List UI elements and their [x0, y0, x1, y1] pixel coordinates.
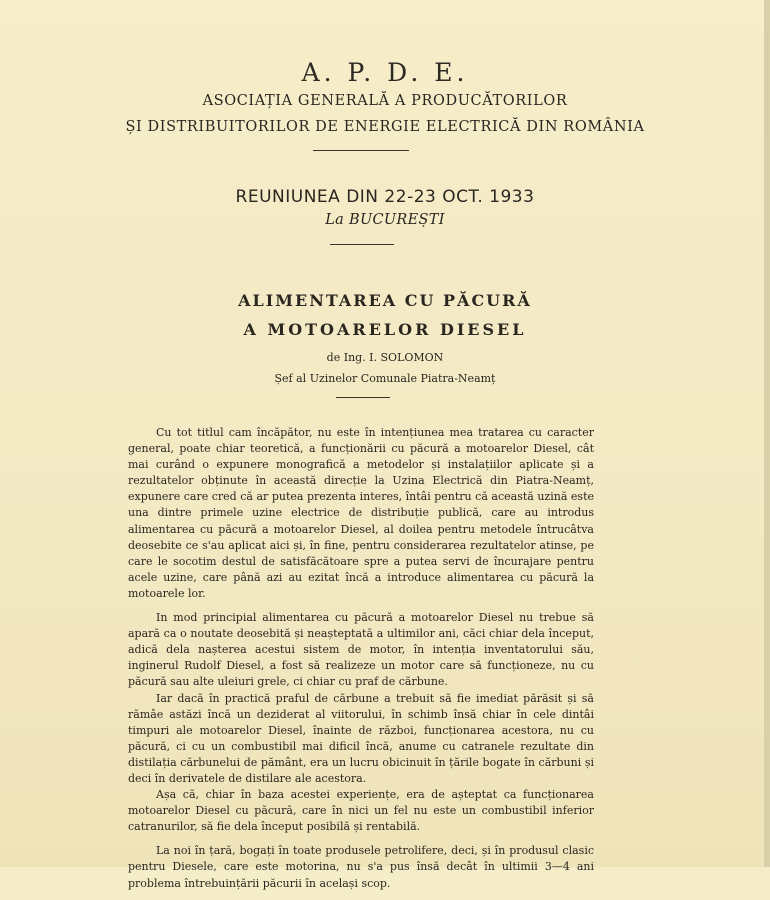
divider-rule — [313, 150, 409, 151]
article-title-line2: A MOTOARELOR DIESEL — [243, 320, 527, 339]
author-position: Șef al Uzinelor Comunale Piatra-Neamț — [274, 372, 496, 385]
divider-rule — [330, 244, 394, 245]
association-name-line1: ASOCIAȚIA GENERALĂ A PRODUCĂTORILOR — [202, 93, 568, 109]
divider-rule — [336, 397, 390, 398]
meeting-title: REUNIUNEA DIN 22-23 OCT. 1933 — [235, 187, 535, 207]
article-title-line1: ALIMENTAREA CU PĂCURĂ — [238, 291, 532, 310]
organization-acronym: A. P. D. E. — [301, 58, 469, 87]
paragraph: La noi în țară, bogați în toate produsele petrolifere, deci, și în produsul clasic pentru Diesele, care este motorina, nu s'a pus însă decât în ultimii 3—4 ani problema întrebuințării păcurii în același scop. — [128, 844, 594, 890]
article-body — [128, 425, 594, 900]
paragraph: Așa că, chiar în baza acestei experiențe, era de așteptat ca funcționarea motoarelor Diesel cu păcură, care în nici un fel nu este un combustibil inferior catranurilor, să fie dela început posibilă și rentabilă. — [128, 788, 594, 834]
paragraph: Cu tot titlul cam încăpător, nu este în intențiunea mea tratarea cu caracter general, poate chiar teoretică, a funcționării cu păcură a motoarelor Diesel, cât mai curând o expunere monografică a metodelor și instalațiilor aplicate și a rezultatelor obținute în această direcție la Uzina Electrică din Piatra-Neamț, expunere care cred că ar putea prezenta interes, întâi pentru că această uzină este una dintre primele uzine electrice de distribuție publică, care au introdus alimentarea cu păcură a motoarelor Diesel, al doilea pentru metodele întrucâtva deosebite ce s'au aplicat aici și, în fine, pentru considerarea rezultatelor atinse, pe care le socotim destul de satisfăcătoare spre a putea servi de încurajare pentru acele uzine, care până azi au ezitat încă a introduce alimentarea cu păcură la motoarele lor. — [128, 426, 594, 600]
association-name-line2: ȘI DISTRIBUITORILOR DE ENERGIE ELECTRICĂ DIN ROMÂNIA — [125, 119, 645, 135]
article-author: de Ing. I. SOLOMON — [326, 351, 444, 364]
paragraph: In mod principial alimentarea cu păcură a motoarelor Diesel nu trebue să apară ca o noutate deosebită și neașteptată a ultimilor ani, căci chiar dela început, adică dela nașterea acestui sistem de motor, în intenția inventatorului său, inginerul Rudolf Diesel, a fost să realizeze un motor care să funcționeze, nu cu păcură sau alte uleiuri grele, ci chiar cu praf de cărbune. — [128, 611, 594, 689]
paragraph: Iar dacă în practică praful de cărbune a trebuit să fie imediat părăsit și să rămâe astăzi încă un deziderat al viitorului, în schimb însă chiar în cele dintâi timpuri ale motoarelor Diesel, înainte de război, funcționarea acestora, nu cu păcură, ci cu un combustibil mai dificil încă, anume cu catranele rezultate din distilația cărbunelui de pământ, era un lucru obicinuit în țările bogate în cărbuni și deci în derivatele de distilare ale acestora. — [128, 691, 594, 785]
meeting-place: La BUCUREȘTI — [325, 212, 445, 228]
